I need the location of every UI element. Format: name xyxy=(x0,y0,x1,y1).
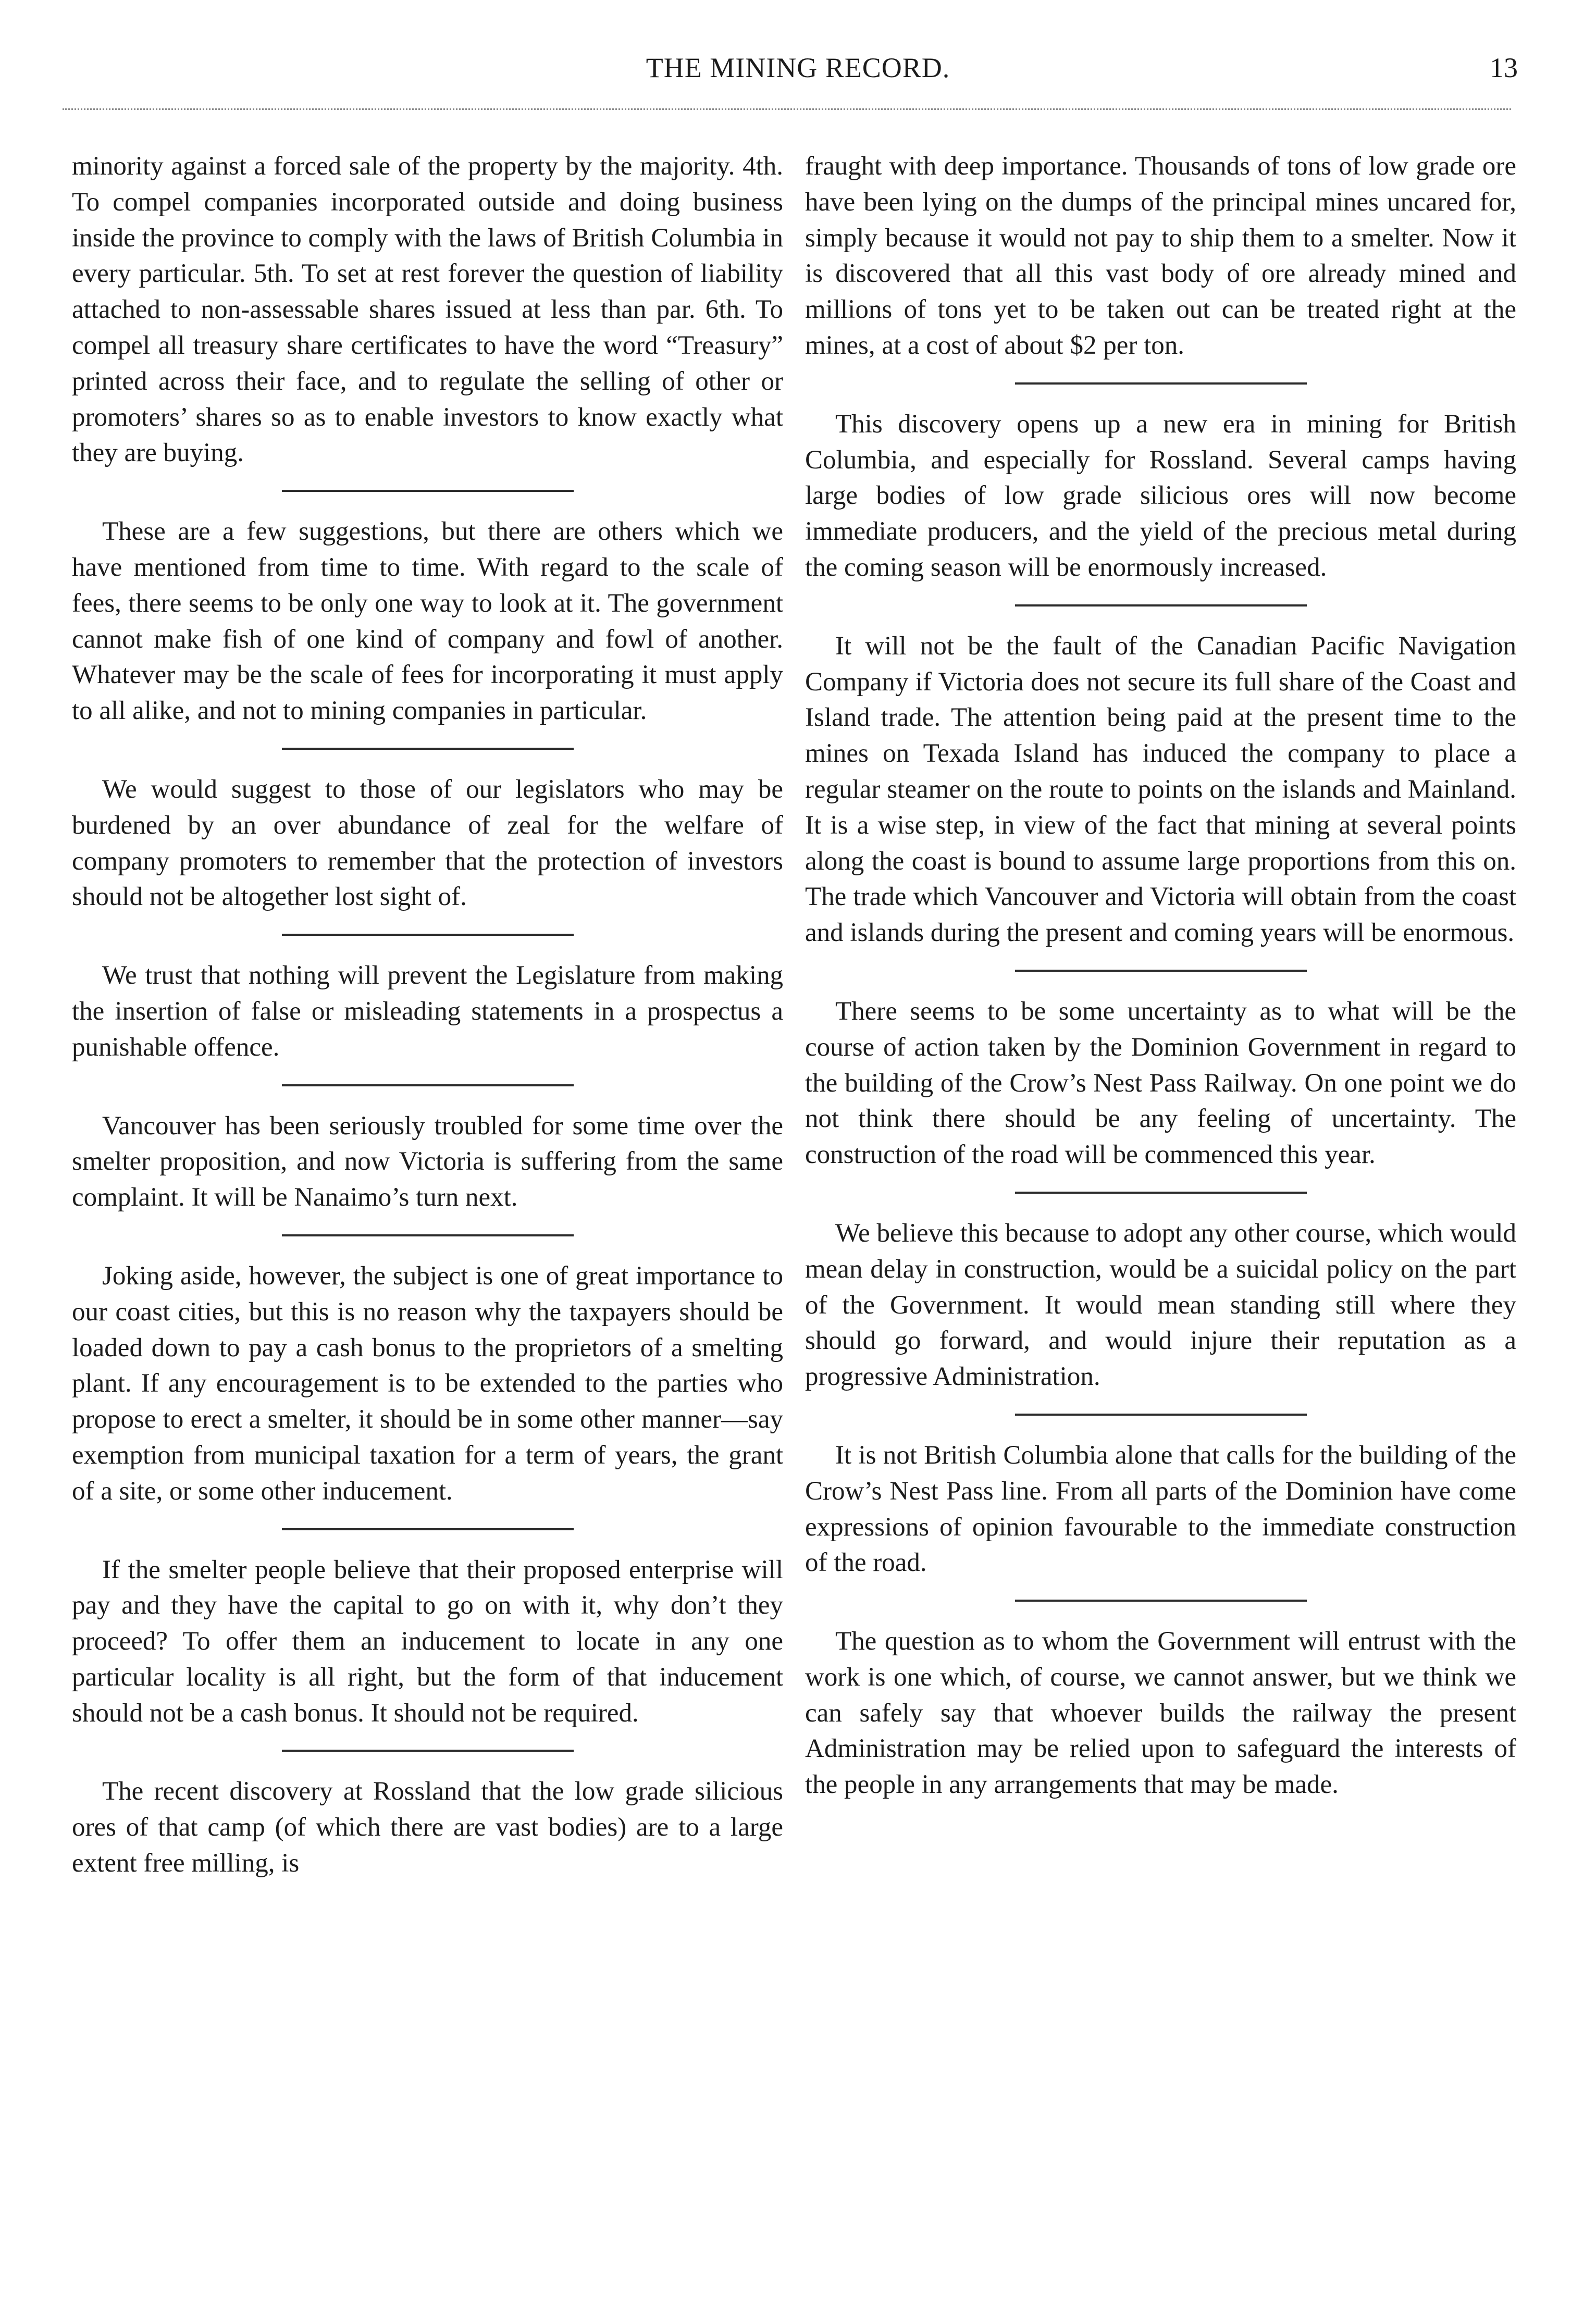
paragraph: Joking aside, however, the subject is one of great importance to our coast cities, but this is no reason why the taxpayers should be loaded down to pay a cash bonus to the proprietors of a smelting plant. If any encouragement is to be extended to the parties who propose to erect a smelter, it should be in some other manner—say exemption from municipal taxation for a term of years, the grant of a site, or some other inducement. xyxy=(72,1261,783,1506)
section-divider xyxy=(1015,604,1307,606)
paragraph: fraught with deep importance. Thousands of tons of low grade ore have been lying on the dumps of the principal mines uncared for, simply because it would not pay to ship them to a smelter. Now it is discovered that all this vast body of ore already mined and millions of tons yet to be taken out can be treated right at the mines, at a cost of about $2 per ton. xyxy=(805,152,1516,360)
header-rule xyxy=(63,108,1511,110)
paragraph: The recent discovery at Rossland that the low grade silicious ores of that camp (of which there are vast bodies) are to a large extent free milling, is xyxy=(72,1777,783,1878)
section-divider xyxy=(1015,970,1307,972)
paragraph: The question as to whom the Government will entrust with the work is one which, of course, we cannot answer, but we think we can safely say that whoever builds the railway the present Administration may be relied upon to safeguard the interests of the people in any arrangements that may be made. xyxy=(805,1627,1516,1800)
paragraph: These are a few suggestions, but there are others which we have mentioned from time to time. With regard to the scale of fees, there seems to be only one way to look at it. The government cannot make fish of one kind of company and fowl of another. Whatever may be the scale of fees for incorporating it must apply to all alike, and not to mining companies in particular. xyxy=(72,517,783,726)
left-column xyxy=(72,148,783,1881)
section-divider xyxy=(282,490,574,492)
paragraph: This discovery opens up a new era in mining for British Columbia, and especially for Rossland. Several camps having large bodies of low grade silicious ores will now become immediate producers, and the yield of the precious metal during the coming season will be enormously increased. xyxy=(805,409,1516,582)
section-divider xyxy=(282,934,574,936)
paragraph: minority against a forced sale of the property by the majority. 4th. To compel companies incorporated outside and doing business inside the province to comply with the laws of British Columbia in every particular. 5th. To set at rest forever the question of liability attached to non-assessable shares issued at less than par. 6th. To compel all treasury share certificates to have the word “Treasury” printed across their face, and to regulate the selling of other or promoters’ shares so as to enable investors to know exactly what they are buying. xyxy=(72,152,783,468)
right-column xyxy=(805,148,1516,1803)
paragraph: Vancouver has been seriously troubled for some time over the smelter proposition, and now Victoria is suffering from the same complaint. It will be Nanaimo’s turn next. xyxy=(72,1111,783,1212)
paragraph: We believe this because to adopt any other course, which would mean delay in construction, would be a suicidal policy on the part of the Government. It would mean standing still where they should go forward, and would injure their reputation as a progressive Administration. xyxy=(805,1218,1516,1392)
page-number: 13 xyxy=(1490,52,1518,83)
section-divider xyxy=(1015,1414,1307,1416)
paragraph: It will not be the fault of the Canadian Pacific Navigation Company if Victoria does not secure its full share of the Coast and Island trade. The attention being paid at the present time to the mines on Texada Island has induced the company to place a regular steamer on the route to points on the islands and Mainland. It is a wise step, in view of the fact that mining at several points along the coast is bound to assume large proportions from this on. The trade which Vancouver and Victoria will obtain from the coast and islands during the present and coming years will be enormous. xyxy=(805,631,1516,948)
running-head xyxy=(0,49,1596,91)
paragraph: There seems to be some uncertainty as to what will be the course of action taken by the Dominion Government in regard to the building of the Crow’s Nest Pass Railway. On one point we do not think there should be any feeling of uncertainty. The construction of the road will be commenced this year. xyxy=(805,996,1516,1170)
section-divider xyxy=(282,748,574,750)
section-divider xyxy=(282,1084,574,1086)
paragraph: We would suggest to those of our legislators who may be burdened by an over abundance of zeal for the welfare of company promoters to remember that the protection of investors should not be altogether lost sight of. xyxy=(72,774,783,912)
paragraph: It is not British Columbia alone that calls for the building of the Crow’s Nest Pass line. From all parts of the Dominion have come expressions of opinion favourable to the immediate construction of the road. xyxy=(805,1440,1516,1578)
section-divider xyxy=(1015,382,1307,385)
page-title: THE MINING RECORD. xyxy=(646,52,950,83)
section-divider xyxy=(282,1234,574,1236)
section-divider xyxy=(282,1528,574,1530)
section-divider xyxy=(1015,1192,1307,1194)
paragraph: If the smelter people believe that their proposed enterprise will pay and they have the capital to go on with it, why don’t they proceed? To offer them an inducement to locate in any one particular locality is all right, but the form of that inducement should not be a cash bonus. It should not be required. xyxy=(72,1555,783,1728)
paragraph: We trust that nothing will prevent the Legislature from making the insertion of false or misleading statements in a prospectus a punishable offence. xyxy=(72,961,783,1062)
section-divider xyxy=(282,1750,574,1752)
section-divider xyxy=(1015,1600,1307,1602)
